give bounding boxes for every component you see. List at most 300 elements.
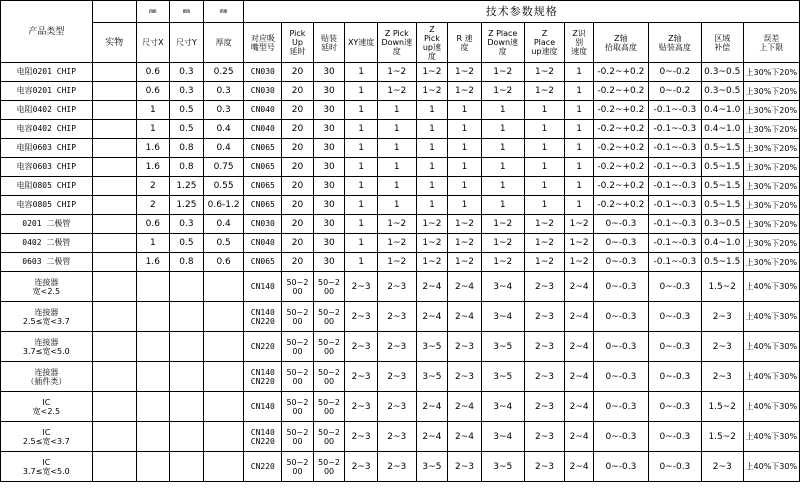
cell-zplace-up: 1~2: [524, 63, 565, 82]
cell-line: 嘴型号: [250, 42, 275, 52]
cell-zplace-up: 1: [524, 120, 565, 139]
cell-line: IC: [42, 397, 51, 407]
cell-error-limit: 上40%下30%: [743, 362, 799, 392]
cell-xy-speed: 2~3: [345, 272, 378, 302]
cell-size-x: [136, 332, 170, 362]
header-size-x: 尺寸X: [136, 23, 170, 63]
cell-line: 延时: [289, 47, 306, 56]
cell-zplace-down: 1~2: [481, 63, 524, 82]
cell-real: [92, 253, 136, 272]
cell-error-limit: 上40%下30%: [743, 452, 799, 482]
cell-xy-speed: 1: [345, 158, 378, 177]
cell-zone-comp: 0.3~0.5: [701, 63, 743, 82]
cell-line: 50~2: [318, 457, 341, 467]
cell-xy-speed: 2~3: [345, 422, 378, 452]
cell-zpick-down: 1: [377, 158, 416, 177]
cell-product-name: 0603 二极管: [1, 253, 93, 272]
cell-zplace-down: 3~4: [481, 392, 524, 422]
cell-size-x: 1: [136, 120, 170, 139]
cell-size-x: [136, 302, 170, 332]
cell-mount-delay: [313, 392, 345, 422]
cell-line: Z: [541, 29, 548, 38]
cell-real: [92, 63, 136, 82]
cell-r-speed: 1~2: [448, 234, 482, 253]
header-zone: [701, 23, 743, 63]
cell-product-name: [1, 422, 93, 452]
cell-line: CN220: [250, 342, 275, 351]
cell-mount-height: -0.1~-0.3: [648, 101, 701, 120]
cell-size-y: [170, 302, 204, 332]
cell-product-name: 电阻0603 CHIP: [1, 139, 93, 158]
cell-mount-height: 0~-0.3: [648, 272, 701, 302]
table-row: [1, 302, 800, 332]
cell-size-y: 0.5: [170, 120, 204, 139]
cell-line: R 速: [456, 33, 473, 43]
cell-error-limit: 上30%下20%: [743, 253, 799, 272]
cell-product-name: [1, 272, 93, 302]
cell-zplace-up: 2~3: [524, 392, 565, 422]
cell-zpick-down: 2~3: [377, 272, 416, 302]
cell-zplace-up: 1~2: [524, 234, 565, 253]
cell-mount-height: 0~-0.3: [648, 362, 701, 392]
cell-mount-height: 0~-0.3: [648, 332, 701, 362]
cell-line: 对应吸: [250, 33, 275, 43]
cell-pickup-delay: [282, 362, 314, 392]
cell-mount-delay: 30: [313, 139, 345, 158]
cell-thickness: 0.25: [203, 63, 244, 82]
header-zplaceup: [524, 23, 565, 63]
cell-zid-speed: 1: [565, 158, 594, 177]
cell-line: Z轴: [668, 33, 682, 43]
table-row: [1, 215, 800, 234]
table-row: [1, 196, 800, 215]
cell-pick-height: 0~-0.3: [593, 392, 648, 422]
cell-error-limit: 上30%下20%: [743, 120, 799, 139]
cell-zone-comp: 0.5~1.5: [701, 196, 743, 215]
cell-line: 度: [460, 42, 469, 52]
header-unit-y: mm: [170, 1, 204, 23]
cell-mount-height: 0~-0.3: [648, 422, 701, 452]
cell-size-y: 0.3: [170, 63, 204, 82]
cell-xy-speed: 2~3: [345, 362, 378, 392]
cell-size-x: 0.6: [136, 215, 170, 234]
cell-size-x: 2: [136, 177, 170, 196]
cell-zplace-up: 1: [524, 101, 565, 120]
cell-line: Z: [429, 24, 435, 34]
cell-r-speed: 1: [448, 177, 482, 196]
header-mount: [313, 23, 345, 63]
cell-zpick-up: 2~4: [416, 422, 448, 452]
cell-line: 00: [323, 466, 335, 476]
cell-line: CN140: [250, 402, 275, 411]
cell-zplace-up: 2~3: [524, 452, 565, 482]
cell-mount-height: 0~-0.3: [648, 392, 701, 422]
cell-size-x: 0.6: [136, 82, 170, 101]
cell-line: 00: [292, 346, 303, 356]
cell-mount-delay: 30: [313, 234, 345, 253]
table-row: [1, 332, 800, 362]
table-row: [1, 63, 800, 82]
cell-mount-delay: [313, 332, 345, 362]
cell-size-y: [170, 332, 204, 362]
cell-line: up速: [422, 42, 441, 52]
cell-mount-delay: [313, 302, 345, 332]
cell-zpick-up: 1: [416, 101, 448, 120]
cell-thickness: [203, 362, 244, 392]
cell-nozzle: CN040: [244, 120, 282, 139]
cell-pick-height: -0.2~+0.2: [593, 63, 648, 82]
header-zpick: [377, 23, 416, 63]
cell-line: Z识: [572, 29, 586, 38]
cell-real: [92, 139, 136, 158]
cell-line: 连接器: [34, 367, 59, 377]
cell-zpick-down: 1: [377, 101, 416, 120]
cell-zpick-down: 1: [377, 177, 416, 196]
cell-xy-speed: 2~3: [345, 392, 378, 422]
cell-line: 3.7≤宽<5.0: [22, 346, 70, 356]
cell-zplace-up: 2~3: [524, 422, 565, 452]
cell-size-y: 0.8: [170, 158, 204, 177]
cell-mount-delay: 30: [313, 177, 345, 196]
cell-pickup-delay: 20: [282, 139, 314, 158]
cell-line: CN220: [250, 376, 275, 386]
cell-mount-delay: [313, 362, 345, 392]
cell-zone-comp: 0.4~1.0: [701, 101, 743, 120]
cell-product-name: [1, 392, 93, 422]
cell-mount-delay: 30: [313, 215, 345, 234]
cell-thickness: [203, 392, 244, 422]
cell-pick-height: -0.2~+0.2: [593, 177, 648, 196]
cell-zid-speed: 1~2: [565, 253, 594, 272]
cell-size-y: 0.8: [170, 139, 204, 158]
cell-mount-delay: 30: [313, 196, 345, 215]
cell-product-name: [1, 302, 93, 332]
cell-pick-height: -0.2~+0.2: [593, 101, 648, 120]
cell-line: 贴装高度: [658, 42, 691, 52]
table-row: [1, 253, 800, 272]
cell-mount-height: -0.1~-0.3: [648, 158, 701, 177]
cell-mount-delay: 30: [313, 253, 345, 272]
cell-line: CN140: [250, 367, 275, 377]
cell-line: 50~2: [318, 277, 341, 287]
cell-product-name: 0402 二极管: [1, 234, 93, 253]
cell-thickness: [203, 332, 244, 362]
cell-real: [92, 158, 136, 177]
cell-error-limit: 上40%下30%: [743, 332, 799, 362]
cell-line: 00: [292, 436, 303, 446]
cell-error-limit: 上40%下30%: [743, 422, 799, 452]
cell-thickness: 0.75: [203, 158, 244, 177]
cell-product-name: 电容0805 CHIP: [1, 196, 93, 215]
cell-mount-delay: [313, 422, 345, 452]
cell-size-x: 0.6: [136, 63, 170, 82]
cell-mount-height: 0~-0.3: [648, 452, 701, 482]
cell-zone-comp: 0.3~0.5: [701, 82, 743, 101]
cell-line: 别: [575, 38, 584, 47]
cell-product-name: 电阻0402 CHIP: [1, 101, 93, 120]
cell-zone-comp: 1.5~2: [701, 272, 743, 302]
cell-pick-height: 0~-0.3: [593, 253, 648, 272]
cell-pickup-delay: [282, 422, 314, 452]
table-row: [1, 177, 800, 196]
cell-size-x: 1.6: [136, 139, 170, 158]
cell-mount-height: -0.1~-0.3: [648, 196, 701, 215]
cell-real: [92, 82, 136, 101]
cell-line: 贴装: [321, 33, 338, 43]
cell-line: Z轴: [614, 33, 628, 43]
cell-xy-speed: 1: [345, 234, 378, 253]
cell-xy-speed: 2~3: [345, 302, 378, 332]
cell-zplace-down: 1: [481, 139, 524, 158]
cell-line: Pick: [423, 33, 440, 43]
cell-zid-speed: 1: [565, 177, 594, 196]
cell-size-y: [170, 362, 204, 392]
cell-line: 00: [323, 286, 335, 296]
cell-pick-height: 0~-0.3: [593, 272, 648, 302]
cell-zplace-down: 3~5: [481, 362, 524, 392]
cell-zone-comp: 0.5~1.5: [701, 253, 743, 272]
cell-thickness: 0.5: [203, 234, 244, 253]
cell-zone-comp: 0.5~1.5: [701, 158, 743, 177]
cell-zone-comp: 2~3: [701, 452, 743, 482]
cell-size-y: 1.25: [170, 177, 204, 196]
cell-mount-height: 0~-0.2: [648, 82, 701, 101]
cell-zid-speed: 2~4: [565, 272, 594, 302]
cell-real: [92, 272, 136, 302]
cell-line: 误差: [763, 33, 780, 43]
cell-nozzle: CN065: [244, 158, 282, 177]
cell-zid-speed: 2~4: [565, 302, 594, 332]
cell-line: CN220: [250, 316, 275, 326]
cell-line: Up: [291, 38, 303, 47]
cell-real: [92, 234, 136, 253]
cell-mount-height: -0.1~-0.3: [648, 253, 701, 272]
cell-zone-comp: 0.5~1.5: [701, 177, 743, 196]
cell-pick-height: 0~-0.3: [593, 332, 648, 362]
cell-zplace-down: 1~2: [481, 82, 524, 101]
cell-mount-height: -0.1~-0.3: [648, 120, 701, 139]
cell-real: [92, 392, 136, 422]
cell-zone-comp: 2~3: [701, 362, 743, 392]
cell-error-limit: 上30%下20%: [743, 139, 799, 158]
cell-line: 度: [392, 47, 401, 56]
cell-pick-height: 0~-0.3: [593, 452, 648, 482]
cell-thickness: 0.3: [203, 101, 244, 120]
cell-line: 00: [292, 316, 303, 326]
cell-product-name: 电阻0805 CHIP: [1, 177, 93, 196]
cell-thickness: 0.3: [203, 82, 244, 101]
cell-zid-speed: 2~4: [565, 362, 594, 392]
table-row: [1, 158, 800, 177]
cell-product-name: [1, 362, 93, 392]
cell-zplace-down: 1~2: [481, 234, 524, 253]
header-zid: [565, 23, 594, 63]
cell-real: [92, 177, 136, 196]
cell-zplace-down: 3~4: [481, 422, 524, 452]
cell-thickness: [203, 272, 244, 302]
cell-line: 50~2: [318, 307, 341, 317]
header-zplace: [481, 23, 524, 63]
cell-line: （插件类）: [26, 376, 67, 386]
cell-zpick-up: 1: [416, 139, 448, 158]
cell-pick-height: -0.2~+0.2: [593, 158, 648, 177]
cell-line: Place: [533, 38, 556, 47]
cell-zpick-down: 1~2: [377, 215, 416, 234]
cell-r-speed: 1~2: [448, 215, 482, 234]
cell-pick-height: -0.2~+0.2: [593, 82, 648, 101]
cell-line: 度: [427, 51, 436, 61]
cell-thickness: [203, 422, 244, 452]
cell-line: 00: [292, 286, 303, 296]
cell-line: 50~2: [286, 367, 309, 377]
table-row: [1, 120, 800, 139]
cell-line: 50~2: [286, 337, 309, 347]
header-spec-title: 技术参数规格: [244, 1, 800, 23]
cell-zpick-up: 2~4: [416, 272, 448, 302]
cell-line: 00: [323, 376, 335, 386]
cell-xy-speed: 1: [345, 196, 378, 215]
cell-size-y: [170, 422, 204, 452]
cell-line: 连接器: [34, 277, 59, 287]
cell-zplace-up: 1: [524, 196, 565, 215]
cell-r-speed: 2~4: [448, 392, 482, 422]
cell-xy-speed: 1: [345, 177, 378, 196]
cell-zid-speed: 1: [565, 196, 594, 215]
cell-real: [92, 215, 136, 234]
cell-pick-height: 0~-0.3: [593, 215, 648, 234]
header-nozzle: [244, 23, 282, 63]
cell-r-speed: 1~2: [448, 63, 482, 82]
table-row: [1, 452, 800, 482]
cell-line: CN140: [250, 282, 275, 291]
cell-zplace-down: 1: [481, 177, 524, 196]
cell-size-y: 0.3: [170, 215, 204, 234]
cell-zid-speed: 1: [565, 63, 594, 82]
cell-real: [92, 302, 136, 332]
cell-nozzle: [244, 332, 282, 362]
cell-zpick-down: 2~3: [377, 422, 416, 452]
cell-zplace-down: 3~4: [481, 272, 524, 302]
header-r: [448, 23, 482, 63]
cell-real: [92, 120, 136, 139]
cell-zpick-up: 2~4: [416, 392, 448, 422]
cell-product-name: 电容0603 CHIP: [1, 158, 93, 177]
cell-zone-comp: 2~3: [701, 332, 743, 362]
cell-zplace-up: 2~3: [524, 332, 565, 362]
cell-zplace-down: 3~5: [481, 452, 524, 482]
cell-nozzle: [244, 362, 282, 392]
cell-zid-speed: 1: [565, 139, 594, 158]
cell-line: IC: [42, 427, 51, 437]
cell-pick-height: 0~-0.3: [593, 302, 648, 332]
table-row: [1, 272, 800, 302]
cell-nozzle: CN065: [244, 177, 282, 196]
cell-zpick-down: 2~3: [377, 302, 416, 332]
cell-line: 补偿: [714, 42, 731, 52]
cell-size-y: 0.8: [170, 253, 204, 272]
cell-zpick-down: 1: [377, 139, 416, 158]
cell-line: up速度: [531, 47, 558, 56]
cell-zid-speed: 2~4: [565, 392, 594, 422]
cell-zplace-up: 1: [524, 158, 565, 177]
cell-thickness: 0.6: [203, 253, 244, 272]
cell-pickup-delay: 20: [282, 101, 314, 120]
cell-zid-speed: 2~4: [565, 332, 594, 362]
cell-size-x: [136, 272, 170, 302]
cell-line: 拾取高度: [604, 42, 637, 52]
cell-line: 区域: [714, 33, 731, 43]
cell-line: 00: [323, 406, 335, 416]
cell-r-speed: 2~4: [448, 302, 482, 332]
cell-line: 连接器: [34, 337, 59, 347]
cell-line: 00: [292, 406, 303, 416]
cell-r-speed: 2~4: [448, 272, 482, 302]
cell-zplace-up: 1~2: [524, 253, 565, 272]
cell-size-x: 2: [136, 196, 170, 215]
cell-zid-speed: 1: [565, 82, 594, 101]
cell-mount-height: 0~-0.2: [648, 63, 701, 82]
cell-line: 延时: [321, 42, 338, 52]
cell-size-y: [170, 392, 204, 422]
cell-real: [92, 101, 136, 120]
header-thickness: 厚度: [203, 23, 244, 63]
cell-error-limit: 上40%下30%: [743, 302, 799, 332]
cell-mount-height: 0~-0.3: [648, 302, 701, 332]
cell-mount-height: -0.1~-0.3: [648, 177, 701, 196]
cell-mount-delay: 30: [313, 120, 345, 139]
cell-line: 50~2: [286, 307, 309, 317]
cell-pickup-delay: [282, 392, 314, 422]
cell-nozzle: CN065: [244, 139, 282, 158]
cell-error-limit: 上30%下20%: [743, 158, 799, 177]
cell-zpick-up: 1: [416, 177, 448, 196]
cell-line: 50~2: [286, 397, 309, 407]
cell-zone-comp: 0.4~1.0: [701, 120, 743, 139]
table-row: [1, 82, 800, 101]
cell-zpick-down: 2~3: [377, 332, 416, 362]
cell-zone-comp: 0.5~1.5: [701, 139, 743, 158]
cell-nozzle: [244, 272, 282, 302]
cell-line: Down速: [487, 38, 519, 47]
cell-size-y: [170, 452, 204, 482]
cell-zpick-up: 3~5: [416, 362, 448, 392]
cell-line: 度: [498, 47, 507, 56]
header-zheight: [593, 23, 648, 63]
cell-r-speed: 1~2: [448, 82, 482, 101]
table-row: [1, 234, 800, 253]
cell-thickness: 0.4: [203, 120, 244, 139]
cell-line: Down速: [381, 38, 413, 47]
header-xy: XY速度: [345, 23, 378, 63]
cell-zpick-up: 1: [416, 196, 448, 215]
cell-product-name: [1, 332, 93, 362]
header-error: [743, 23, 799, 63]
cell-xy-speed: 1: [345, 139, 378, 158]
cell-size-x: [136, 392, 170, 422]
cell-zpick-down: 2~3: [377, 362, 416, 392]
cell-mount-delay: [313, 452, 345, 482]
cell-thickness: [203, 302, 244, 332]
cell-nozzle: CN040: [244, 234, 282, 253]
cell-zpick-down: 1: [377, 196, 416, 215]
cell-pick-height: -0.2~+0.2: [593, 139, 648, 158]
cell-nozzle: [244, 302, 282, 332]
header-row-2: [1, 23, 800, 63]
cell-mount-delay: [313, 272, 345, 302]
cell-nozzle: CN065: [244, 196, 282, 215]
cell-size-x: 1: [136, 101, 170, 120]
cell-line: 50~2: [286, 457, 309, 467]
